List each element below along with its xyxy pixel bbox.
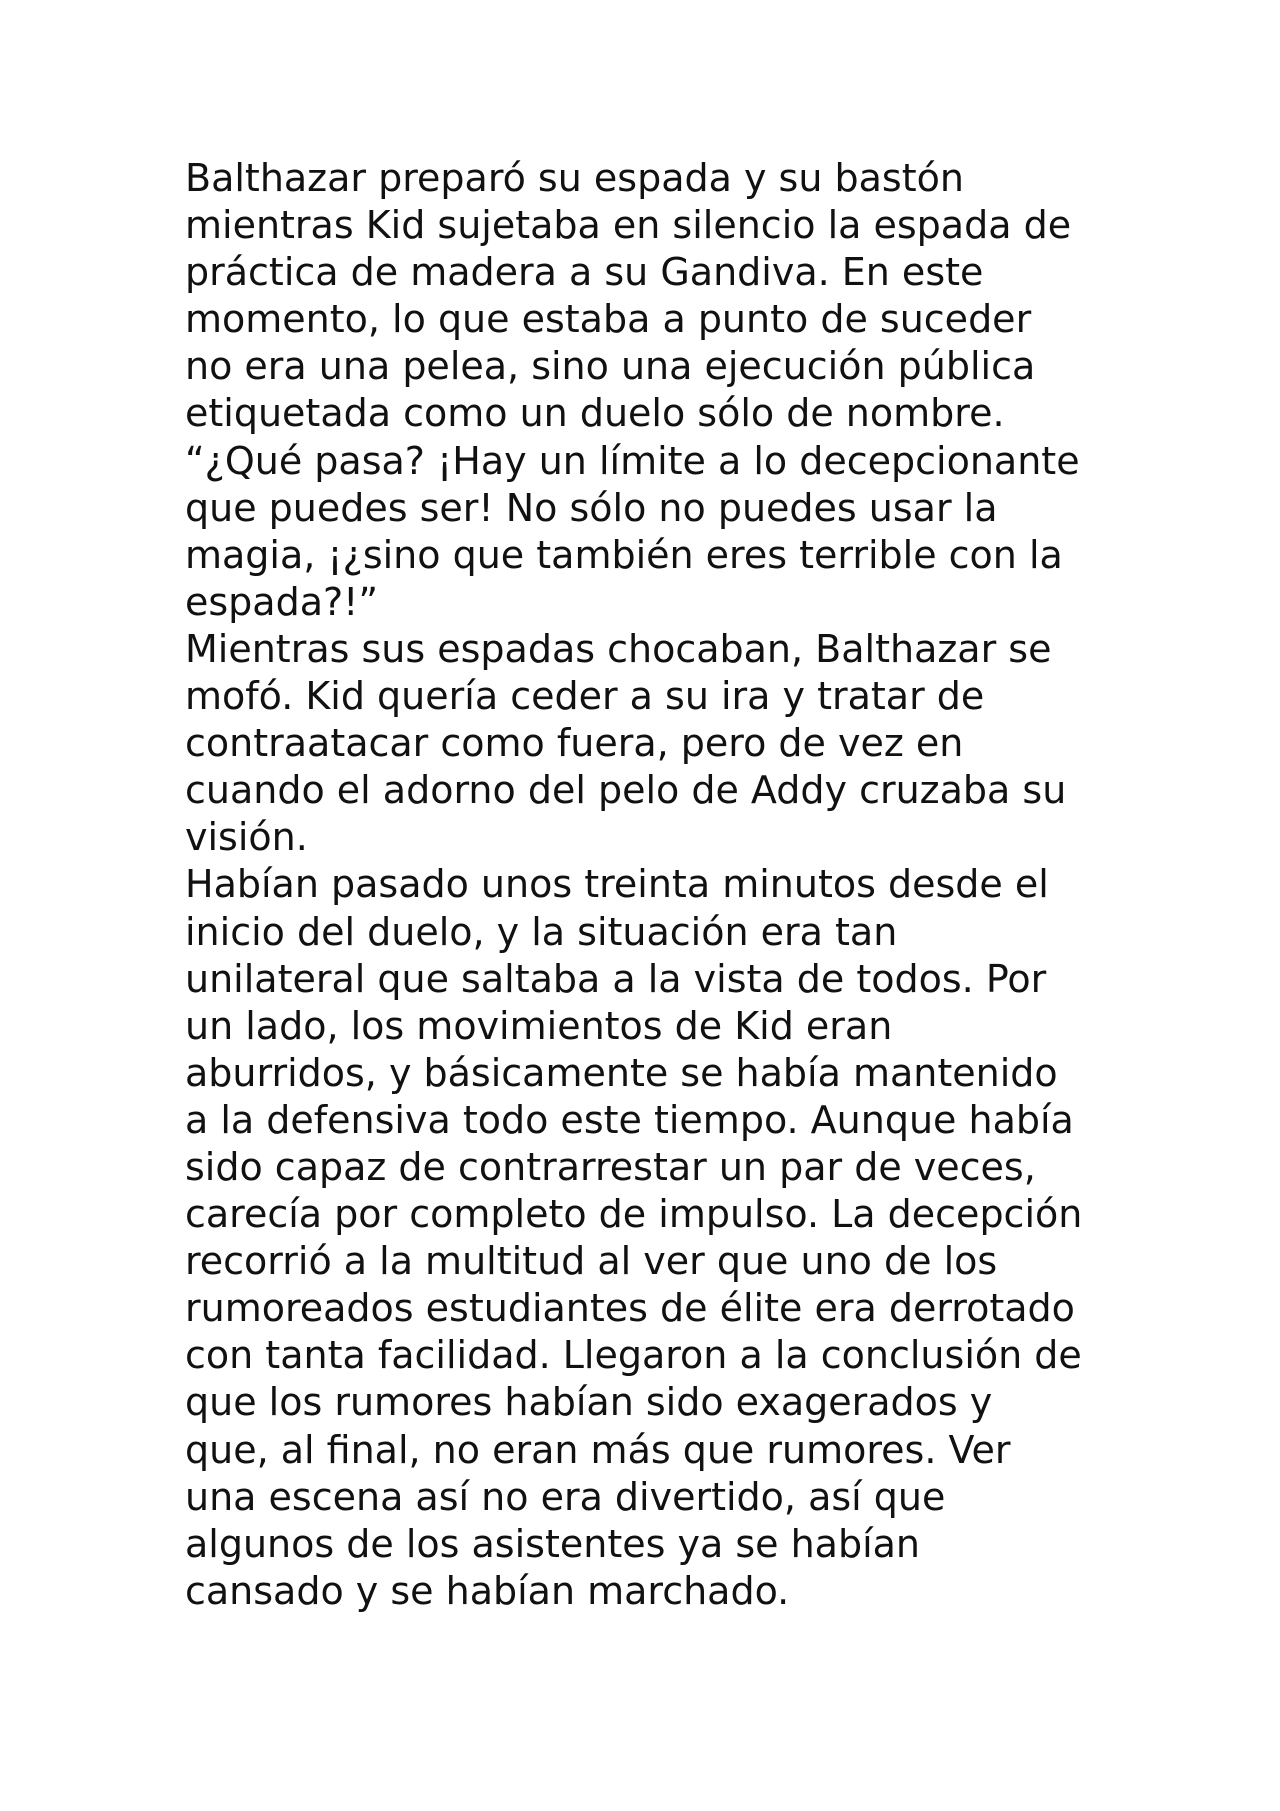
- text-line: recorrió a la multitud al ver que uno de los: [185, 1239, 998, 1284]
- text-line: que, al final, no eran más que rumores. Ver: [185, 1427, 1011, 1472]
- text-line: “¿Qué pasa? ¡Hay un límite a lo decepcionante: [185, 438, 1080, 483]
- text-line: unilateral que saltaba a la vista de todos. Por: [185, 956, 1047, 1001]
- text-line: algunos de los asistentes ya se habían: [185, 1521, 921, 1566]
- text-line: visión.: [185, 815, 308, 860]
- text-line: Habían pasado unos treinta minutos desde el: [185, 862, 1049, 907]
- text-line: Mientras sus espadas chocaban, Balthazar se: [185, 626, 1052, 671]
- text-line: contraatacar como fuera, pero de vez en: [185, 721, 964, 766]
- text-line: Balthazar preparó su espada y su bastón: [185, 156, 964, 200]
- text-line: con tanta facilidad. Llegaron a la conclusión de: [185, 1333, 1082, 1378]
- text-line: un lado, los movimientos de Kid eran: [185, 1003, 893, 1048]
- text-line: inicio del duelo, y la situación era tan: [185, 909, 898, 954]
- text-line: que puedes ser! No sólo no puedes usar la: [185, 485, 998, 530]
- text-line: aburridos, y básicamente se había mantenido: [185, 1050, 1058, 1095]
- text-line: mofó. Kid quería ceder a su ira y tratar de: [185, 674, 985, 719]
- text-line: práctica de madera a su Gandiva. En este: [185, 250, 984, 295]
- text-line: cuando el adorno del pelo de Addy cruzaba su: [185, 768, 1067, 813]
- text-line: sido capaz de contrarrestar un par de veces,: [185, 1144, 1036, 1189]
- text-line: que los rumores habían sido exagerados y: [185, 1380, 993, 1425]
- text-line: rumoreados estudiantes de élite era derrotado: [185, 1286, 1075, 1331]
- text-line: mientras Kid sujetaba en silencio la espada de: [185, 203, 1072, 248]
- text-line: carecía por completo de impulso. La decepción: [185, 1192, 1083, 1237]
- body-text: [185, 155, 1145, 1615]
- text-line: a la defensiva todo este tiempo. Aunque había: [185, 1097, 1074, 1142]
- text-line: etiquetada como un duelo sólo de nombre.: [185, 391, 1005, 436]
- text-line: momento, lo que estaba a punto de suceder: [185, 297, 1032, 342]
- text-line: espada?!”: [185, 579, 379, 624]
- text-line: cansado y se habían marchado.: [185, 1568, 790, 1613]
- text-line: una escena así no era divertido, así que: [185, 1474, 946, 1519]
- text-line: magia, ¡¿sino que también eres terrible con la: [185, 532, 1063, 577]
- text-line: no era una pelea, sino una ejecución pública: [185, 344, 1036, 389]
